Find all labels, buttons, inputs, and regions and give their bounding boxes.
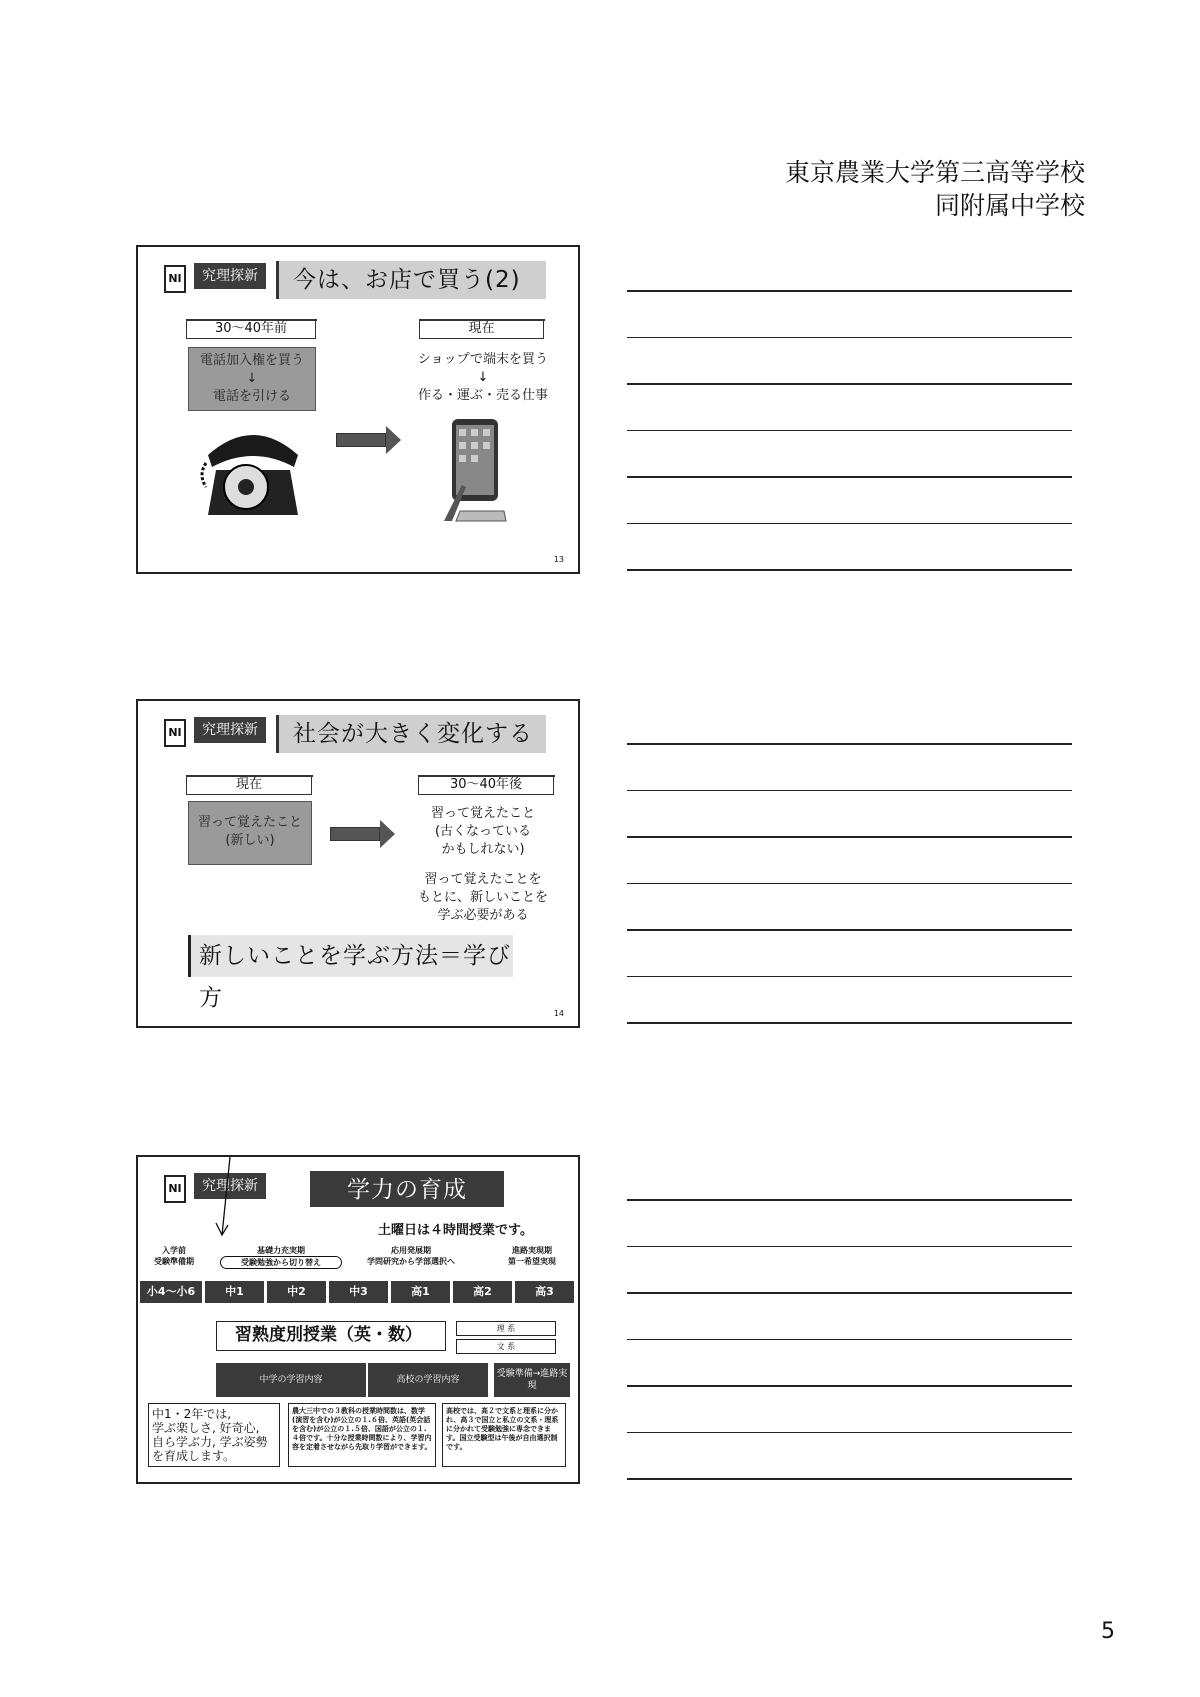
future-line: かもしれない) bbox=[441, 842, 525, 857]
motto-badge: 究理探新 bbox=[194, 1173, 266, 1199]
box-high-school: 高校では、高２で文系と理系に分かれ、高３で国立と私立の文系・理系に分かれて受験勉強に専念できます。国立受験型は午後が自由選択制です。 bbox=[442, 1403, 566, 1467]
box-line: を育成します。 bbox=[152, 1449, 236, 1463]
phase-label: 入学前 bbox=[162, 1246, 186, 1255]
saturday-note: 土曜日は４時間授業です。 bbox=[378, 1223, 533, 1238]
slide-number: 14 bbox=[553, 1009, 564, 1018]
now-header: 現在 bbox=[186, 775, 312, 795]
future-line: もとに、新しいことを bbox=[417, 890, 548, 905]
box-line: 中1・2年では, bbox=[152, 1407, 232, 1421]
present-line: 作る・運ぶ・売る仕事 bbox=[417, 388, 548, 403]
slide-number: 13 bbox=[553, 555, 564, 564]
note-lines-2 bbox=[627, 743, 1072, 1069]
band-junior-high: 中学の学習内容 bbox=[216, 1363, 366, 1397]
present-line: ショップで端末を買う bbox=[417, 352, 549, 367]
school-name-line2: 同附属中学校 bbox=[934, 191, 1085, 220]
school-name-line1: 東京農業大学第三高等学校 bbox=[784, 158, 1085, 187]
band-high-school: 高校の学習内容 bbox=[368, 1363, 488, 1397]
grade-cell: 小4～小6 bbox=[140, 1281, 202, 1303]
key-message: 新しいことを学ぶ方法＝学び方 bbox=[188, 935, 513, 977]
present-header: 現在 bbox=[419, 319, 544, 339]
grade-cell: 高1 bbox=[391, 1281, 450, 1303]
phase-sub: 受験準備期 bbox=[154, 1257, 194, 1266]
phase-career bbox=[496, 1245, 568, 1267]
proficiency-class: 習熟度別授業（英・数） bbox=[216, 1321, 446, 1351]
slide-13 bbox=[136, 245, 580, 574]
school-logo-icon: NI bbox=[164, 265, 186, 293]
grade-cell: 高2 bbox=[453, 1281, 512, 1303]
grade-cell: 中2 bbox=[267, 1281, 326, 1303]
future-header: 30～40年後 bbox=[418, 775, 554, 795]
future-text-2 bbox=[403, 871, 563, 925]
future-line: 習って覚えたこと bbox=[430, 806, 535, 821]
now-box bbox=[188, 801, 312, 865]
grade-cell: 高3 bbox=[515, 1281, 574, 1303]
box-class-hours: 農大三中での３教科の授業時間数は、数学(演習を含む)が公立の１.６倍、英語(英会話を含む)が公立の１.５倍、国語が公立の１.４倍です。十分な授業時間数により、学習内容を定着させながら先取り学習ができます。 bbox=[288, 1403, 436, 1467]
down-arrow: ↓ bbox=[477, 370, 489, 385]
grade-cell: 中3 bbox=[329, 1281, 388, 1303]
page-number: 5 bbox=[1101, 1619, 1115, 1644]
rotary-phone-icon bbox=[198, 415, 308, 525]
past-line: 電話を引ける bbox=[212, 389, 291, 404]
future-line: 学ぶ必要がある bbox=[437, 908, 529, 923]
school-logo-icon: NI bbox=[164, 1175, 186, 1203]
future-line: (古くなっている bbox=[434, 824, 532, 839]
slide-15 bbox=[136, 1155, 580, 1484]
box-junior-goals bbox=[148, 1403, 280, 1467]
phase-sub: 学問研究から学部選択へ bbox=[367, 1257, 455, 1266]
right-arrow-icon bbox=[336, 433, 386, 447]
past-header: 30～40年前 bbox=[186, 319, 316, 339]
phase-applied bbox=[350, 1245, 472, 1267]
track-science: 理 系 bbox=[456, 1321, 556, 1336]
band-exam-prep: 受験準備→進路実現 bbox=[494, 1363, 570, 1397]
now-line: 習って覚えたこと bbox=[197, 815, 302, 830]
slide-title: 社会が大きく変化する bbox=[276, 715, 546, 753]
slide-title: 今は、お店で買う(2) bbox=[276, 261, 546, 299]
past-line: 電話加入権を買う bbox=[199, 353, 304, 368]
present-text bbox=[408, 351, 558, 405]
smartphone-icon bbox=[440, 415, 510, 525]
slide-title: 学力の育成 bbox=[310, 1171, 504, 1207]
right-arrow-icon bbox=[330, 827, 380, 841]
box-line: 自ら学ぶ力, 学ぶ姿勢 bbox=[152, 1435, 268, 1449]
phase-basic bbox=[220, 1245, 342, 1269]
future-line: 習って覚えたことを bbox=[424, 872, 542, 887]
phase-label: 基礎力充実期 bbox=[257, 1246, 305, 1255]
now-line: (新しい) bbox=[225, 833, 275, 848]
down-arrow: ↓ bbox=[246, 371, 258, 386]
note-lines-1 bbox=[627, 290, 1072, 616]
future-text-1 bbox=[403, 805, 563, 859]
box-line: 学ぶ楽しさ, 好奇心, bbox=[152, 1421, 260, 1435]
phase-sub: 受験勉強から切り替え bbox=[220, 1256, 342, 1269]
grade-bar bbox=[140, 1281, 574, 1303]
note-lines-3 bbox=[627, 1199, 1072, 1525]
school-logo-icon: NI bbox=[164, 719, 186, 747]
phase-sub: 第一希望実現 bbox=[508, 1257, 556, 1266]
past-box bbox=[188, 347, 316, 411]
slide-14 bbox=[136, 699, 580, 1028]
handwritten-arrow-icon bbox=[214, 1157, 234, 1239]
school-name bbox=[785, 156, 1085, 222]
motto-badge: 究理探新 bbox=[194, 717, 266, 743]
motto-badge: 究理探新 bbox=[194, 263, 266, 289]
grade-cell: 中1 bbox=[205, 1281, 264, 1303]
track-humanities: 文 系 bbox=[456, 1339, 556, 1354]
phase-label: 進路実現期 bbox=[512, 1246, 552, 1255]
phase-prep bbox=[140, 1245, 208, 1267]
phase-label: 応用発展期 bbox=[391, 1246, 431, 1255]
